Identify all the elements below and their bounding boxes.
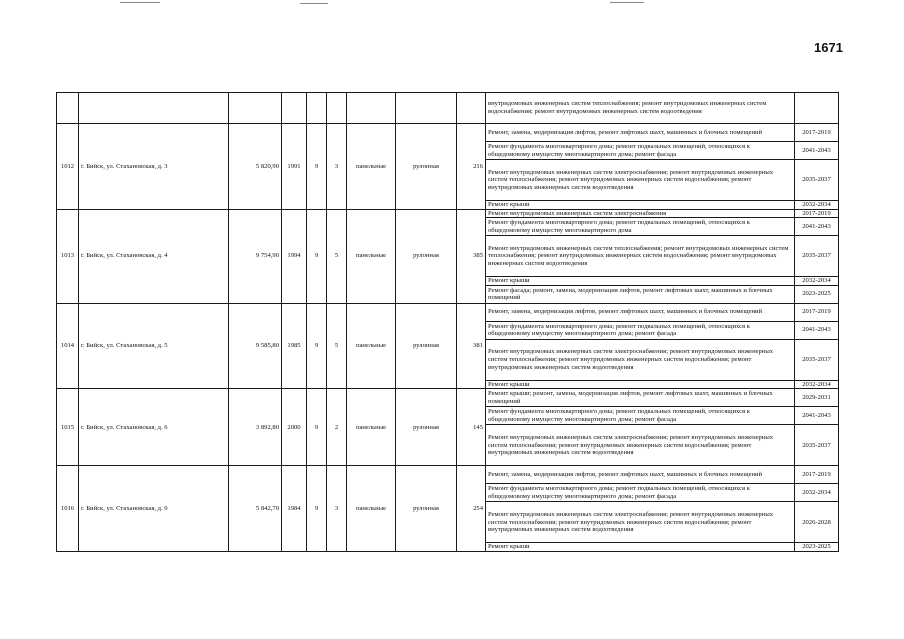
record-area: 3 892,80 [229,389,282,466]
work-description: Ремонт внутридомовых инженерных систем теплоснабжения; ремонт внутридомовых инженерных систем теплоснабжения; ремонт внутридомовых инженерных систем водоснабжения; ремонт внутридомовых инженерных систем водоотведения [486,236,795,277]
work-description: внутридомовых инженерных систем теплоснабжения; ремонт внутридомовых инженерных систем водоснабжения; ремонт внутридомовых инженерных систем водоотведения [486,93,795,124]
work-description: Ремонт внутридомовых инженерных систем электроснабжения; ремонт внутридомовых инженерных систем теплоснабжения; ремонт внутридомовых инженерных систем водоснабжения; ремонт внутридомовых инженерных систем водоотведения [486,425,795,466]
record-floors: 9 [307,209,327,303]
record-walls: панельные [347,303,396,389]
record-area: 5 820,90 [229,124,282,210]
scan-speck [610,2,644,3]
work-years: 2023-2025 [795,285,839,303]
record-floors: 9 [307,303,327,389]
record-roof: рулонная [396,303,457,389]
record-walls: панельные [347,466,396,552]
record-residents: 145 [457,389,486,466]
work-years: 2041-2043 [795,321,839,339]
record-number: 1013 [57,209,79,303]
work-description: Ремонт, замена, модернизация лифтов, ремонт лифтовых шахт, машинных и блочных помещений [486,466,795,484]
work-years: 2017-2019 [795,124,839,142]
table-row [57,124,839,142]
work-years: 2032-2034 [795,380,839,389]
work-years: 2023-2025 [795,543,839,552]
record-address: г. Бийск, ул. Стахановская, д. 9 [79,466,229,552]
work-description: Ремонт крыши [486,277,795,286]
record-year: 1984 [282,466,307,552]
record-entrances: 3 [327,466,347,552]
record-roof: рулонная [396,124,457,210]
record-residents: 385 [457,209,486,303]
record-area: 5 842,70 [229,466,282,552]
work-years: 2029-2031 [795,389,839,407]
record-number: 1015 [57,389,79,466]
work-description: Ремонт внутридомовых инженерных систем электроснабжения [486,209,795,218]
record-roof: рулонная [396,389,457,466]
record-entrances: 5 [327,303,347,389]
table-body [57,93,839,552]
table-row [57,466,839,484]
record-entrances: 3 [327,124,347,210]
work-description: Ремонт внутридомовых инженерных систем электроснабжения; ремонт внутридомовых инженерных систем теплоснабжения; ремонт внутридомовых инженерных систем водоснабжения; ремонт внутридомовых инженерных систем водоотведения [486,502,795,543]
record-walls: панельные [347,209,396,303]
record-address: г. Бийск, ул. Стахановская, д. 6 [79,389,229,466]
record-entrances: 2 [327,389,347,466]
work-years: 2017-2019 [795,209,839,218]
work-description: Ремонт фундамента многоквартирного дома; ремонт подвальных помещений, относящихся к общедомовому имуществу многоквартирного дома; ремонт фасада [486,321,795,339]
record-floors: 9 [307,124,327,210]
scan-speck [120,2,160,3]
table-row [57,209,839,218]
record-floors: 9 [307,466,327,552]
record-floors: 9 [307,389,327,466]
table-row [57,303,839,321]
work-description: Ремонт, замена, модернизация лифтов, ремонт лифтовых шахт, машинных и блочных помещений [486,124,795,142]
work-description: Ремонт внутридомовых инженерных систем электроснабжения; ремонт внутридомовых инженерных систем теплоснабжения; ремонт внутридомовых инженерных систем водоснабжения; ремонт внутридомовых инженерных систем водоотведения [486,160,795,201]
work-description: Ремонт крыши [486,201,795,210]
record-residents: 216 [457,124,486,210]
work-years: 2026-2028 [795,502,839,543]
record-year: 1985 [282,303,307,389]
record-year: 1994 [282,209,307,303]
record-address: г. Бийск, ул. Стахановская, д. 5 [79,303,229,389]
work-years: 2032-2034 [795,201,839,210]
record-walls: панельные [347,124,396,210]
record-roof: рулонная [396,209,457,303]
work-years: 2017-2019 [795,466,839,484]
record-walls: панельные [347,389,396,466]
work-years: 2032-2034 [795,484,839,502]
work-description: Ремонт, замена, модернизация лифтов, ремонт лифтовых шахт, машинных и блочных помещений [486,303,795,321]
page-number: 1671 [814,40,843,55]
scan-speck [300,3,328,4]
work-years: 2041-2043 [795,218,839,236]
record-roof: рулонная [396,466,457,552]
work-years: 2017-2019 [795,303,839,321]
record-area: 9 585,80 [229,303,282,389]
table-row-continued [57,93,839,124]
record-year: 1991 [282,124,307,210]
record-number: 1016 [57,466,79,552]
record-number: 1014 [57,303,79,389]
record-residents: 381 [457,303,486,389]
work-years: 2041-2043 [795,142,839,160]
work-description: Ремонт внутридомовых инженерных систем электроснабжения; ремонт внутридомовых инженерных систем теплоснабжения; ремонт внутридомовых инженерных систем водоснабжения; ремонт внутридомовых инженерных систем водоотведения [486,339,795,380]
work-years: 2035-2037 [795,236,839,277]
work-description: Ремонт фундамента многоквартирного дома; ремонт подвальных помещений, относящихся к общедомовому имуществу многоквартирного дома [486,218,795,236]
record-year: 2000 [282,389,307,466]
record-entrances: 5 [327,209,347,303]
table-row [57,389,839,407]
work-description: Ремонт фасада; ремонт, замена, модернизация лифтов, ремонт лифтовых шахт, машинных и блочных помещений [486,285,795,303]
work-years: 2035-2037 [795,425,839,466]
capital-repair-table [56,92,839,552]
work-years [795,93,839,124]
record-number: 1012 [57,124,79,210]
work-years: 2035-2037 [795,339,839,380]
work-description: Ремонт фундамента многоквартирного дома; ремонт подвальных помещений, относящихся к общедомовому имуществу многоквартирного дома; ремонт фасада [486,484,795,502]
work-description: Ремонт фундамента многоквартирного дома; ремонт подвальных помещений, относящихся к общедомовому имуществу многоквартирного дома; ремонт фасада [486,142,795,160]
work-years: 2035-2037 [795,160,839,201]
work-years: 2041-2043 [795,407,839,425]
work-years: 2032-2034 [795,277,839,286]
work-description: Ремонт крыши [486,543,795,552]
record-address: г. Бийск, ул. Стахановская, д. 3 [79,124,229,210]
work-description: Ремонт крыши; ремонт, замена, модернизация лифтов, ремонт лифтовых шахт, машинных и блочных помещений [486,389,795,407]
work-description: Ремонт фундамента многоквартирного дома; ремонт подвальных помещений, относящихся к общедомовому имуществу многоквартирного дома; ремонт фасада [486,407,795,425]
record-residents: 254 [457,466,486,552]
record-address: г. Бийск, ул. Стахановская, д. 4 [79,209,229,303]
record-area: 9 754,90 [229,209,282,303]
work-description: Ремонт крыши [486,380,795,389]
